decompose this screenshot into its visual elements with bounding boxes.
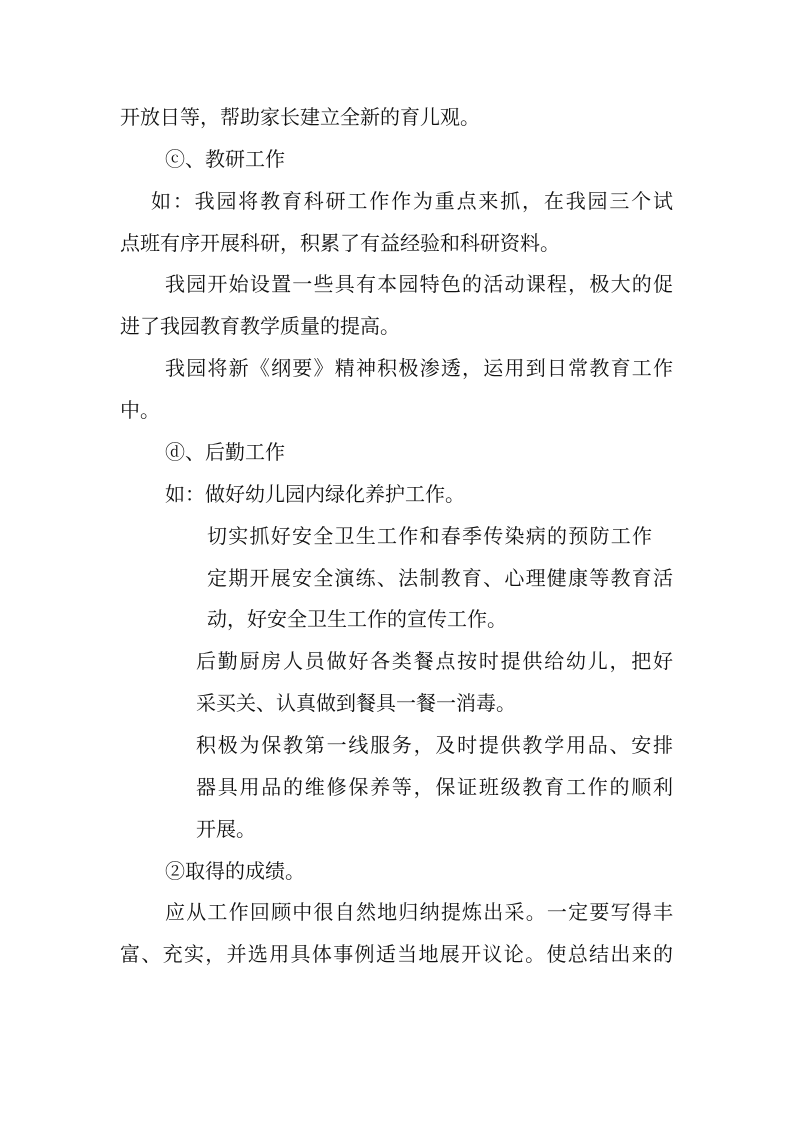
text-line-18: 开展。 — [196, 817, 256, 841]
text-line-17: 器具用品的维修保养等，保证班级教育工作的顺利 — [196, 775, 673, 799]
text-line-3: 如：我园将教育科研工作作为重点来抓，在我园三个试 — [151, 189, 673, 213]
text-line-12: 定期开展安全演练、法制教育、心理健康等教育活 — [207, 566, 673, 590]
text-line-16: 积极为保教第一线服务，及时提供教学用品、安排 — [196, 733, 673, 757]
text-line-21: 富、充实，并选用具体事例适当地展开议论。使总结出来的 — [120, 942, 673, 966]
section-heading-research: ⓒ、教研工作 — [165, 147, 285, 171]
section-heading-logistics: ⓓ、后勤工作 — [165, 440, 285, 464]
text-line-4: 点班有序开展科研，积累了有益经验和科研资料。 — [120, 231, 560, 255]
text-line-13: 动，好安全卫生工作的宣传工作。 — [207, 607, 507, 631]
section-heading-results: ②取得的成绩。 — [165, 859, 305, 883]
text-line-11: 切实抓好安全卫生工作和春季传染病的预防工作 — [207, 524, 652, 548]
text-line-1: 开放日等，帮助家长建立全新的育儿观。 — [120, 105, 480, 129]
text-line-14: 后勤厨房人员做好各类餐点按时提供给幼儿，把好 — [196, 649, 673, 673]
text-line-6: 进了我园教育教学质量的提高。 — [120, 314, 400, 338]
text-line-8: 中。 — [120, 398, 160, 422]
text-line-5: 我园开始设置一些具有本园特色的活动课程，极大的促 — [165, 272, 673, 296]
text-line-15: 采买关、认真做到餐具一餐一消毒。 — [196, 691, 516, 715]
text-line-20: 应从工作回顾中很自然地归纳提炼出采。一定要写得丰 — [165, 900, 673, 924]
text-line-7: 我园将新《纲要》精神积极渗透，运用到日常教育工作 — [165, 356, 673, 380]
text-line-10: 如：做好幼儿园内绿化养护工作。 — [165, 482, 465, 506]
